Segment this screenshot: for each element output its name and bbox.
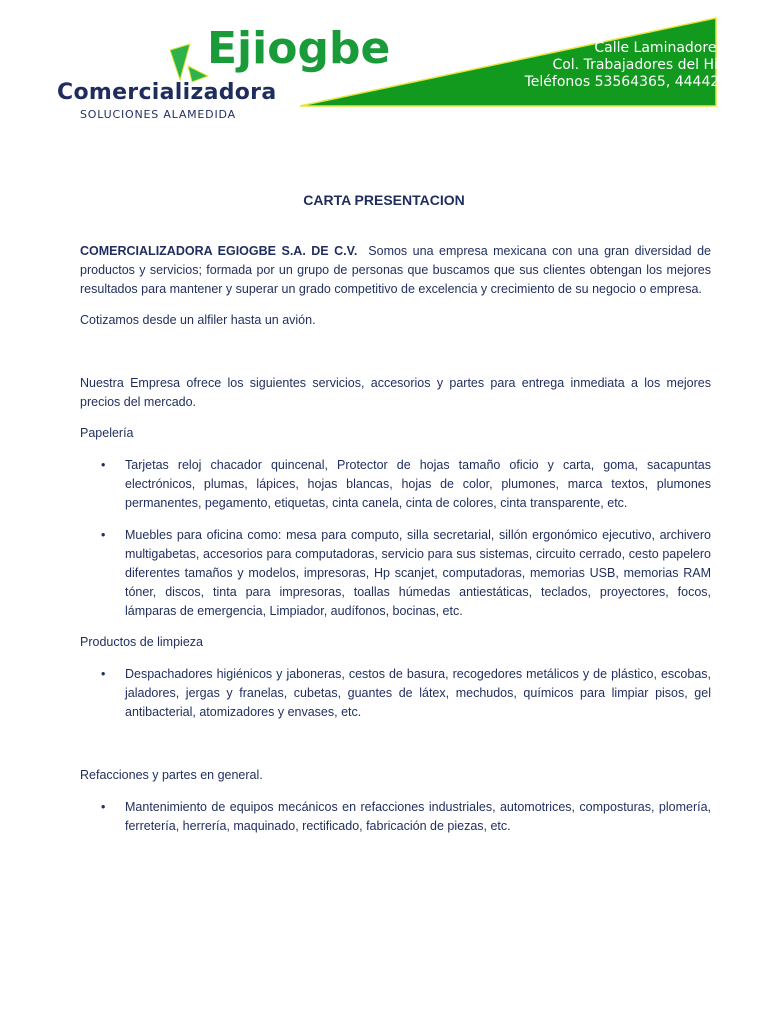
papeleria-list [80,456,711,621]
logo-company-name: Comercializadora [57,80,277,105]
address-phones: Teléfonos 53564365, 44442182 [524,74,746,90]
logo-check-left [170,44,190,80]
refacciones-heading: Refacciones y partes en general. [80,768,263,782]
letter-body [80,242,711,836]
limpieza-heading: Productos de limpieza [80,635,203,649]
address-colonia: Col. Trabajadores del Hierro [552,57,746,73]
letter-title: CARTA PRESENTACION [303,192,465,208]
address-street: Calle Laminadores 47 [594,40,746,56]
intro-text: Somos una empresa mexicana con una gran diversidad de productos y servicios; formada por un grupo de personas que buscamos que sus clientes obtengan los mejores resultados para mantener y superar un grado competitivo de excelencia y crecimiento de su negocio o empresa. [80,244,711,296]
header-address [400,40,746,100]
list-item: • Despachadores higiénicos y jaboneras, cestos de basura, recogedores metálicos y de plástico, escobas, jaladores, jergas y franelas, cubetas, guantes de látex, mechudos, químicos para limpiar pisos, gel antibacterial, atomizadores y envases, etc. [80,665,711,722]
services-intro: Nuestra Empresa ofrece los siguientes servicios, accesorios y partes para entrega inmediata a los mejores precios del mercado. [80,376,711,409]
intro-paragraph [80,242,711,299]
logo-green-text: Ejiogbe [207,23,391,74]
refacciones-list [80,798,711,836]
papeleria-heading: Papelería [80,426,134,440]
limpieza-list [80,665,711,722]
logo-tagline: SOLUCIONES ALAMEDIDA [80,108,236,121]
quote-line: Cotizamos desde un alfiler hasta un avión. [80,313,316,327]
list-item: • Mantenimiento de equipos mecánicos en refacciones industriales, automotrices, composturas, plomería, ferretería, herrería, maquinado, rectificado, fabricación de piezas, etc. [80,798,711,836]
list-item: • Tarjetas reloj chacador quincenal, Protector de hojas tamaño oficio y carta, goma, sacapuntas electrónicos, plumas, lápices, hojas blancas, hojas de color, plumones, marca textos, plumones permanentes, pegamento, etiquetas, cinta canela, cinta de colores, cinta transparente, etc. [80,456,711,513]
list-item: • Muebles para oficina como: mesa para computo, silla secretarial, sillón ergonómico ejecutivo, archivero multigabetas, accesorios para computadoras, servicio para sus sistemas, circuito cerrado, cesto papelero diferentes tamaños y modelos, impresoras, Hp scanjet, computadoras, memorias USB, memorias RAM tóner, discos, tinta para impresoras, toallas húmedas antiestáticas, teclados, proyectores, focos, lámparas de emergencia, Limpiador, audífonos, bocinas, etc. [80,526,711,621]
intro-company: COMERCIALIZADORA EGIOGBE S.A. DE C.V. [80,244,358,258]
